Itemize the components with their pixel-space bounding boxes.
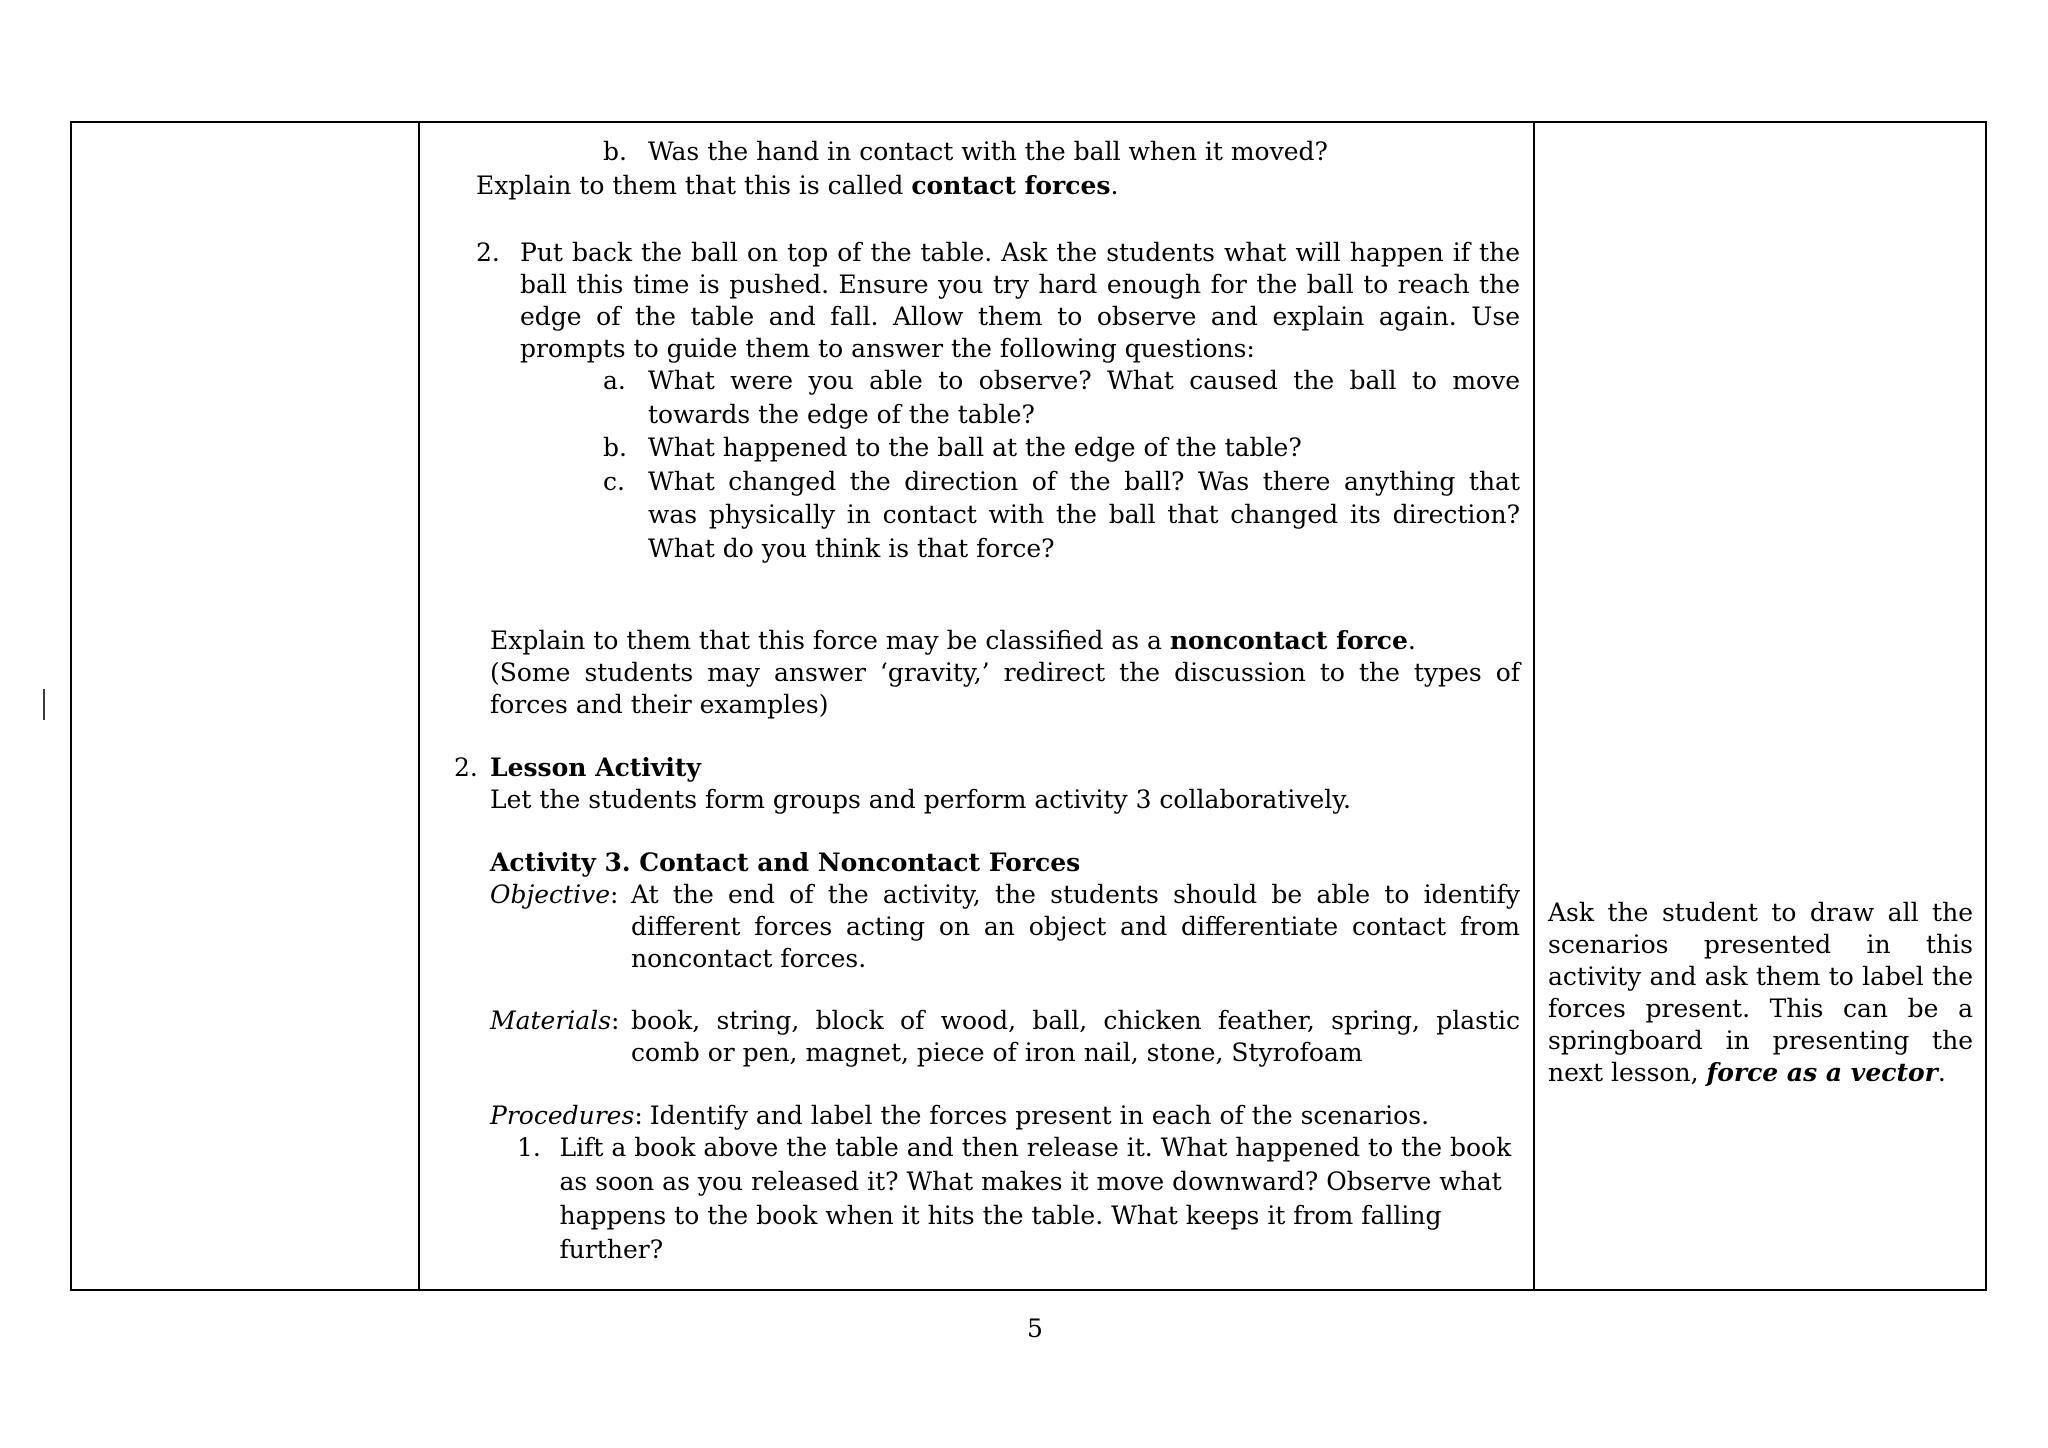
materials-label-group xyxy=(490,1005,631,1037)
label-separator: : xyxy=(634,1101,643,1130)
table-cell-remarks xyxy=(1535,123,1985,1289)
list-item xyxy=(603,465,1520,566)
page-number: 5 xyxy=(1027,1314,1043,1343)
list-item xyxy=(517,1131,1520,1267)
objective-label: Objective xyxy=(490,880,611,909)
list-marker: 2. xyxy=(454,753,478,782)
text-cursor xyxy=(43,689,45,720)
question-text: Was the hand in contact with the ball when it moved? xyxy=(648,137,1328,166)
procedures-label: Procedures xyxy=(490,1101,635,1130)
list-marker: 2. xyxy=(476,238,500,267)
procedure-steps-list xyxy=(517,1131,1520,1267)
remarks-note xyxy=(1548,897,1973,1089)
key-term: noncontact force xyxy=(1169,626,1408,655)
teacher-note: (Some students may answer ‘gravity,’ redirect the discussion to the types of forces and their examples) xyxy=(490,658,1520,719)
activity-title: Activity 3. Contact and Noncontact Forces xyxy=(490,848,1081,877)
objective-label-group xyxy=(490,879,631,911)
list-marker: b. xyxy=(603,137,627,166)
materials-label: Materials xyxy=(490,1006,612,1035)
activity-procedures xyxy=(490,1100,1520,1132)
list-item xyxy=(603,431,1520,465)
activity-materials xyxy=(490,1005,1520,1069)
list-marker: 1. xyxy=(517,1133,541,1162)
table-cell-left xyxy=(72,123,420,1289)
explanation-text: Explain to them that this is called xyxy=(476,171,912,200)
question-text: What changed the direction of the ball? Was there anything that was physically in contact with the ball that changed its direction? What do you think is that force? xyxy=(648,466,1520,563)
label-separator: : xyxy=(610,880,619,909)
lesson-plan-table xyxy=(70,121,1987,1291)
list-marker: a. xyxy=(603,366,626,395)
sentence-end: . xyxy=(1407,626,1416,655)
table-cell-procedures xyxy=(420,123,1535,1289)
step-text: Put back the ball on top of the table. Ask the students what will happen if the ball this time is pushed. Ensure you try hard enough for the ball to reach the edge of the table and fall. Allow them to observe and explain again. Use prompts to guide them to answer the following questions: xyxy=(520,238,1520,363)
list-item xyxy=(603,364,1520,431)
contact-forces-explanation xyxy=(476,170,1520,202)
lesson-activity-instruction: Let the students form groups and perform activity 3 collaboratively. xyxy=(490,785,1351,814)
step-text: Lift a book above the table and then release it. What happened to the book as soon as you released it? What makes it move downward? Observe what happens to the book when it hits the table. What keeps it from falling further? xyxy=(559,1133,1512,1264)
sentence-end: . xyxy=(1110,171,1119,200)
guide-questions-list xyxy=(603,364,1520,565)
sentence-end: . xyxy=(1937,1058,1946,1087)
question-text: What were you able to observe? What caused the ball to move towards the edge of the table? xyxy=(648,366,1520,429)
remarks-text: Ask the student to draw all the scenarios presented in this activity and ask them to label the forces present. This can be a springboard in presenting the next lesson, xyxy=(1548,898,1973,1087)
objective-text: At the end of the activity, the students should be able to identify different forces acting on an object and differentiate contact from noncontact forces. xyxy=(631,880,1520,973)
key-term: force as a vector xyxy=(1706,1058,1938,1087)
list-marker: c. xyxy=(603,466,625,496)
question-item-b xyxy=(603,136,1520,168)
explanation-text: Explain to them that this force may be classified as a xyxy=(490,626,1170,655)
key-term: contact forces xyxy=(911,171,1111,200)
explanation-line xyxy=(490,625,1520,657)
lesson-activity-heading xyxy=(454,752,1520,784)
activity-objective xyxy=(490,879,1520,975)
noncontact-force-explanation xyxy=(490,625,1520,721)
procedures-text: Identify and label the forces present in each of the scenarios. xyxy=(649,1101,1430,1130)
question-text: What happened to the ball at the edge of the table? xyxy=(648,433,1302,462)
label-separator: : xyxy=(611,1006,620,1035)
list-marker: b. xyxy=(603,433,627,462)
numbered-step-2 xyxy=(476,237,1520,365)
materials-text: book, string, block of wood, ball, chicken feather, spring, plastic comb or pen, magnet, piece of iron nail, stone, Styrofoam xyxy=(631,1006,1520,1067)
section-heading: Lesson Activity xyxy=(490,753,701,782)
